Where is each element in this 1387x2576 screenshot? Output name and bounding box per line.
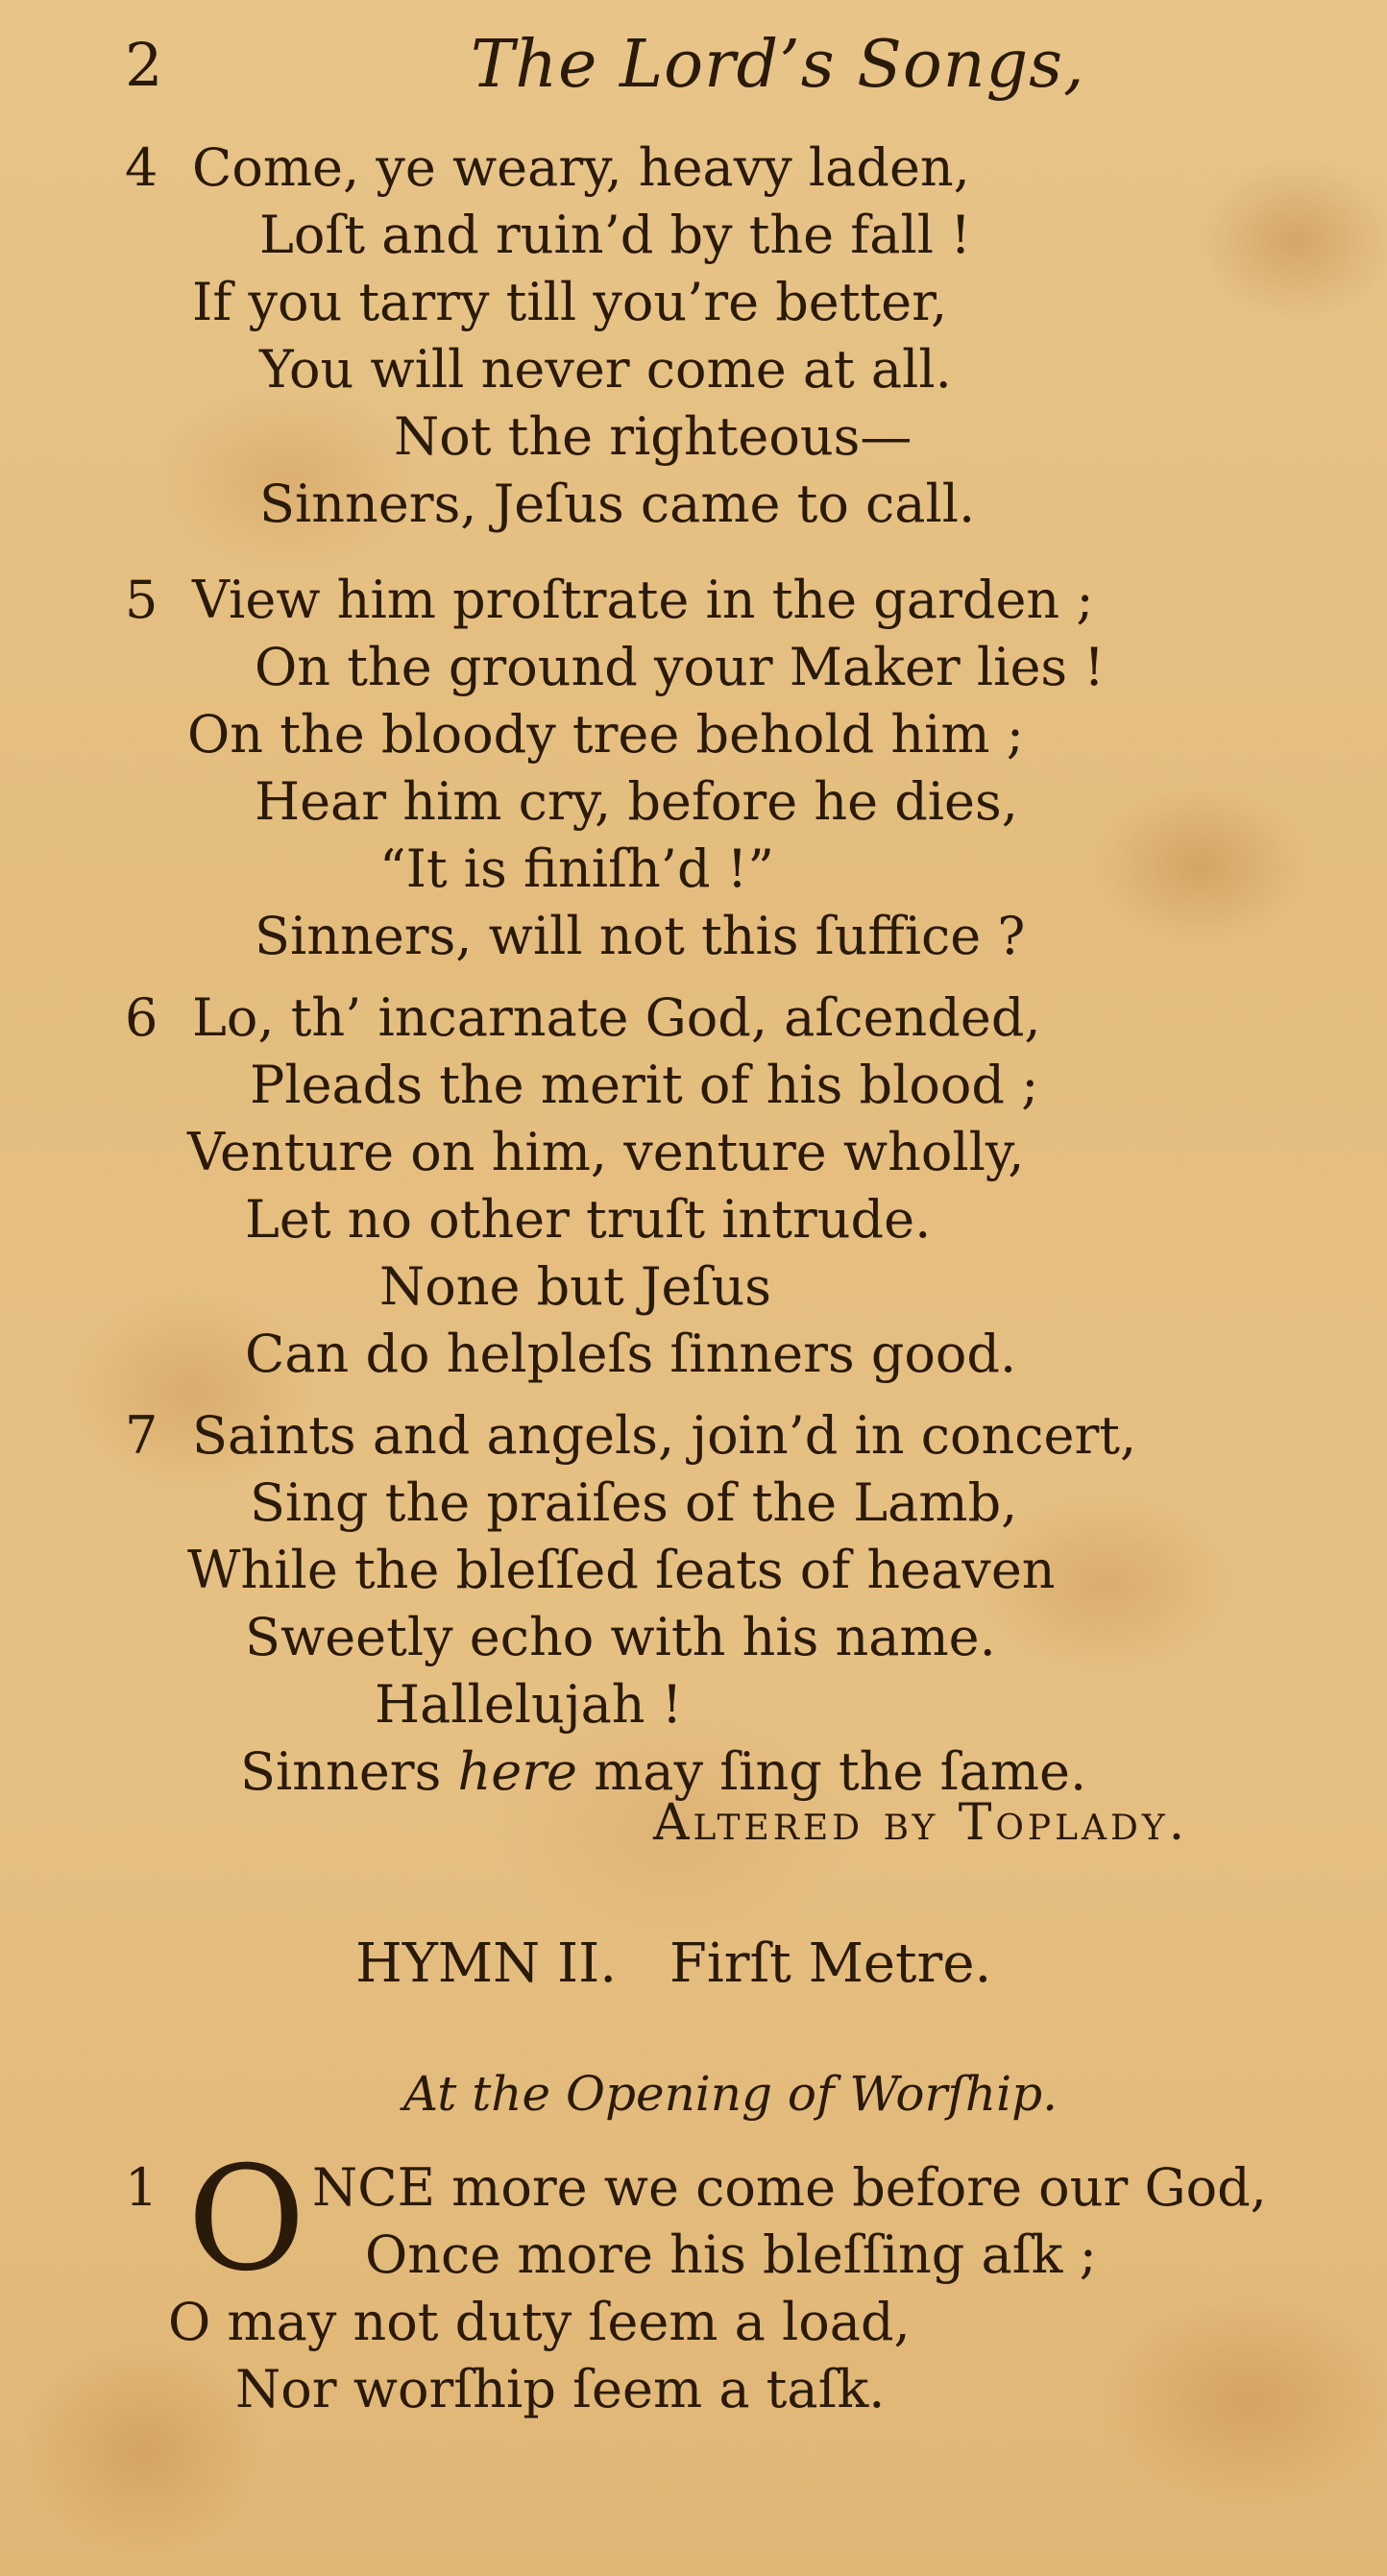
verse-line <box>125 134 970 202</box>
page-number: 2 <box>125 30 163 100</box>
verse-line: Hallelujah ! <box>375 1674 683 1735</box>
drop-cap: O <box>187 2136 305 2303</box>
verse-line: Loſt and ruin’d by the fall ! <box>259 205 971 265</box>
verse-line: You will never come at all. <box>259 339 952 400</box>
verse-line: Venture on him, venture wholly, <box>187 1122 1025 1182</box>
verse-line <box>125 1402 1136 1470</box>
verse-number: 4 <box>125 137 158 198</box>
verse-line: Let no other truſt intrude. <box>245 1189 932 1250</box>
verse-line-text: View him proſtrate in the garden ; <box>192 570 1094 630</box>
verse-line: Pleads the merit of his blood ; <box>250 1055 1039 1115</box>
attribution: Altered by Toplady. <box>653 1794 1189 1852</box>
verse-line: NCE more we come before our God, <box>312 2157 1267 2218</box>
hymn-heading <box>355 1931 991 1998</box>
verse-line: None but Jeſus <box>379 1256 771 1317</box>
verse-line-text: Sinners <box>240 1741 442 1802</box>
verse-line: O may not duty ſeem a load, <box>168 2292 911 2352</box>
italic-emphasis: here <box>457 1741 577 1802</box>
verse-number: 7 <box>125 1405 158 1466</box>
page-header <box>0 17 1387 113</box>
verse-line <box>125 984 1041 1052</box>
verse-number: 1 <box>125 2157 158 2218</box>
verse-line: Once more his bleſſing aſk ; <box>365 2224 1097 2285</box>
verse-line: Can do helpleſs ſinners good. <box>245 1324 1017 1384</box>
hymn-number: HYMN II. <box>355 1932 617 1995</box>
running-title: The Lord’s Songs, <box>471 27 1085 103</box>
verse-line: On the ground your Maker lies ! <box>255 637 1105 697</box>
verse-line: Sweetly echo with his name. <box>245 1607 996 1667</box>
verse-line: Sinners, Jeſus came to call. <box>259 474 976 534</box>
verse-line: Sinners, will not this ſuffice ? <box>255 906 1026 966</box>
verse-line-text: may ſing the ſame. <box>594 1741 1087 1802</box>
hymn-subtitle: At the Opening of Worſhip. <box>403 2066 1058 2122</box>
verse-line: “It is finiſh’d !” <box>379 838 774 899</box>
verse-line: Not the righteous— <box>394 406 912 467</box>
verse-number: 5 <box>125 570 158 630</box>
hymn-metre: Firſt Metre. <box>669 1932 992 1995</box>
verse-line: While the bleſſed ſeats of heaven <box>187 1540 1056 1600</box>
verse-number: 6 <box>125 987 158 1048</box>
verse-line-text: Lo, th’ incarnate God, aſcended, <box>192 987 1041 1048</box>
verse-line-text: Saints and angels, join’d in concert, <box>192 1405 1137 1466</box>
verse-line: Nor worſhip ſeem a taſk. <box>235 2359 886 2419</box>
verse-line: Sing the praiſes of the Lamb, <box>250 1472 1018 1533</box>
verse-line: If you tarry till you’re better, <box>192 272 948 332</box>
verse-line: Hear him cry, before he dies, <box>255 771 1018 832</box>
verse-line: On the bloody tree behold him ; <box>187 704 1024 765</box>
verse-line <box>125 567 1094 634</box>
verse-line-text: Come, ye weary, heavy laden, <box>192 137 970 198</box>
